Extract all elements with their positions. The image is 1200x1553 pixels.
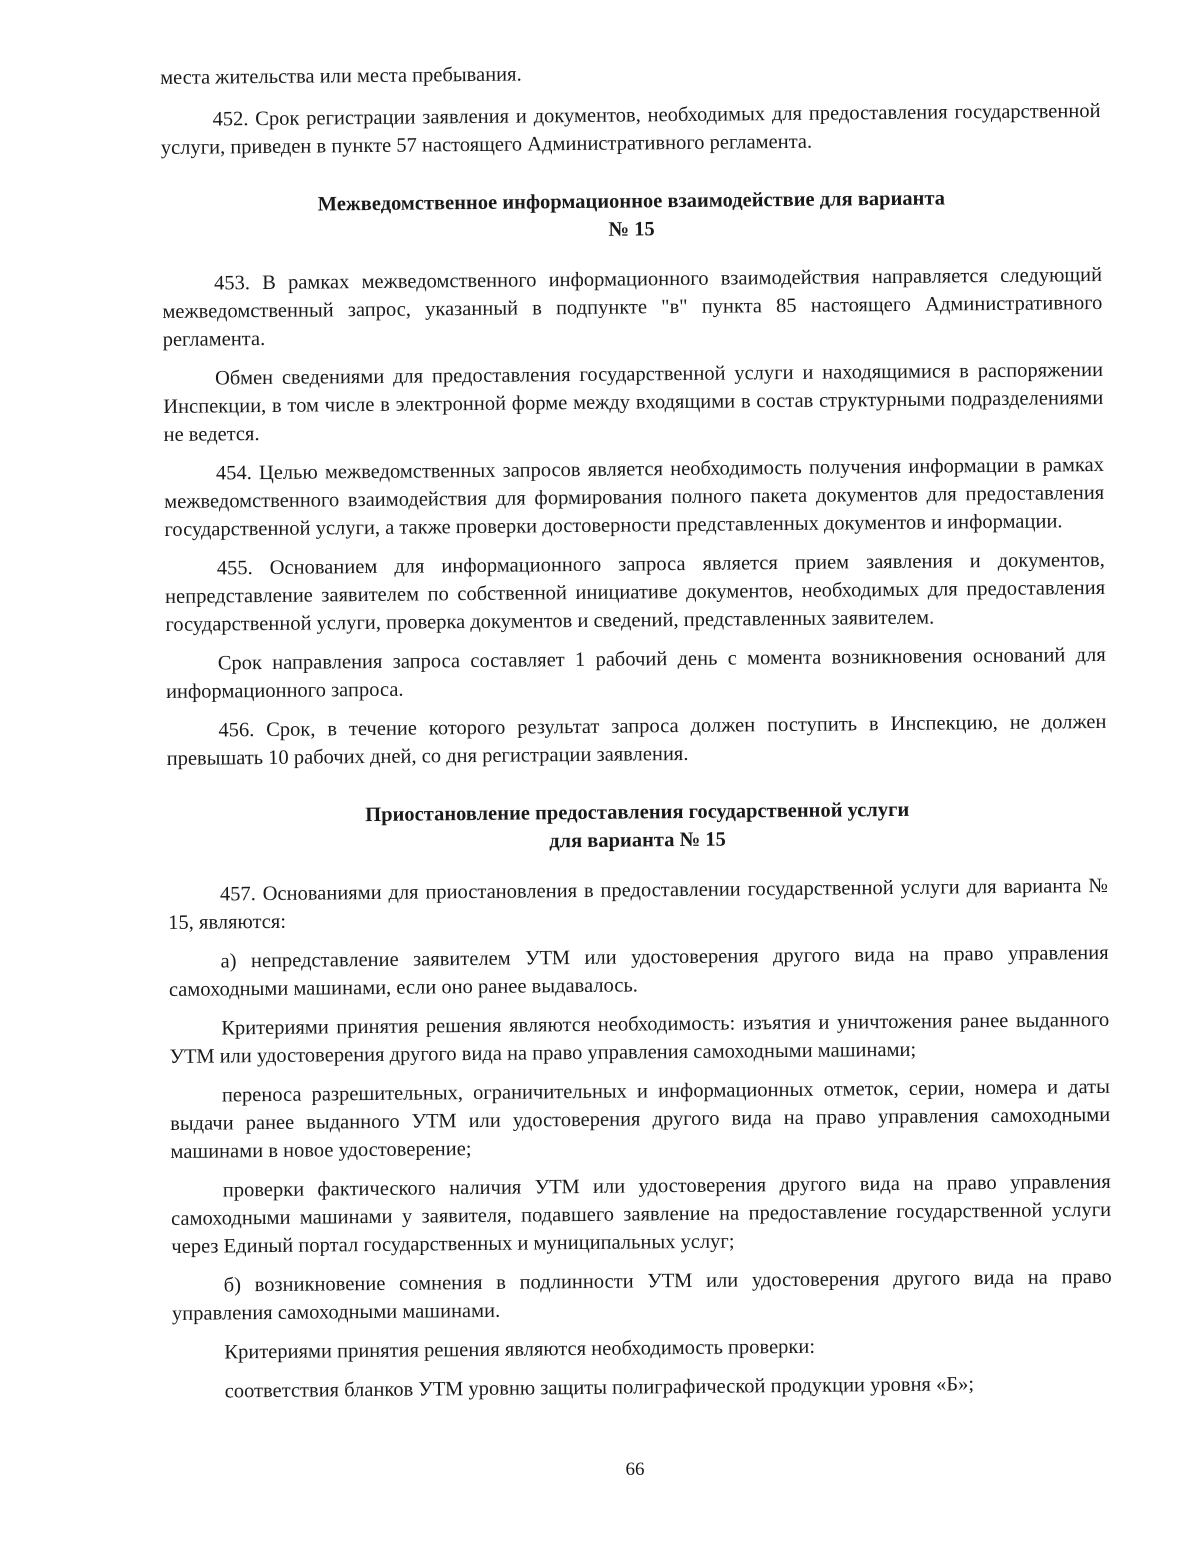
paragraph-455: 455. Основанием для информационного запроса является прием заявления и документов, непредставление заявителем по собственной инициативе документов, необходимых для предоставления государственной услуги, проверка документов и сведений, представленных заявителем. [165, 548, 1106, 636]
paragraph-453: 453. В рамках межведомственного информационного взаимодействия направляется следующий межведомственный запрос, указанный в подпункте "в" пункта 85 настоящего Административного регламента. [162, 263, 1103, 351]
section-heading-suspension [167, 794, 1107, 859]
paragraph-item-b: б) возникновение сомнения в подлинности УТМ или удостоверения другого вида на право управления самоходными машинами. [171, 1265, 1112, 1325]
page-number: 66 [625, 1459, 645, 1480]
paragraph-criteria-a: Критериями принятия решения являются необходимость: изъятия и уничтожения ранее выданного УТМ или удостоверения другого вида на право управления самоходными машинами; [169, 1008, 1110, 1068]
document-page [160, 55, 1113, 1406]
paragraph-forms-protection: соответствия бланков УТМ уровню защиты полиграфической продукции уровня «Б»; [224, 1373, 975, 1403]
paragraph-transfer-marks: переноса разрешительных, ограничительных и информационных отметок, серии, номера и даты выдачи ранее выданного УТМ или удостоверения другого вида на право управления самоходными машинами в новое удостоверение; [170, 1075, 1111, 1163]
paragraph-continuation: места жительства или места пребывания. [160, 63, 522, 89]
paragraph-454: 454. Целью межведомственных запросов является необходимость получения информации в рамках межведомственного взаимодействия для формирования полного пакета документов для предоставления государственной услуги, а также проверки достоверности представленных документов и информации. [164, 453, 1105, 541]
section-heading-interagency [161, 183, 1101, 248]
paragraph-request-term: Срок направления запроса составляет 1 рабочий день с момента возникновения оснований для информационного запроса. [165, 643, 1106, 703]
section-heading-line: Межведомственное информационное взаимодействие для варианта [317, 187, 946, 216]
paragraph-criteria-b: Критериями принятия решения являются необходимость проверки: [224, 1335, 816, 1364]
paragraph-item-a: а) непредставление заявителем УТМ или удостоверения другого вида на право управления самоходными машинами, если оно ранее выдавалось. [168, 941, 1109, 1001]
paragraph-457: 457. Основаниями для приостановления в предоставлении государственной услуги для варианта № 15, являются: [168, 874, 1109, 934]
paragraph-452: 452. Срок регистрации заявления и документов, необходимых для предоставления государственной услуги, приведен в пункте 57 настоящего Административного регламента. [160, 99, 1101, 159]
paragraph-check-presence: проверки фактического наличия УТМ или удостоверения другого вида на право управления самоходными машинами у заявителя, подавшего заявление на предоставление государственной услуги через Единый портал государственных и муниципальных услуг; [170, 1170, 1112, 1258]
paragraph-exchange: Обмен сведениями для предоставления государственной услуги и находящимися в распоряжении Инспекции, в том числе в электронной форме между входящими в состав структурными подразделениями не ведется. [163, 358, 1104, 446]
section-heading-line: для варианта № 15 [549, 828, 726, 853]
paragraph-456: 456. Срок, в течение которого результат запроса должен поступить в Инспекцию, не должен превышать 10 рабочих дней, со дня регистрации заявления. [166, 710, 1107, 770]
section-heading-line: Приостановление предоставления государственной услуги [365, 798, 910, 827]
section-heading-line: № 15 [608, 218, 655, 241]
